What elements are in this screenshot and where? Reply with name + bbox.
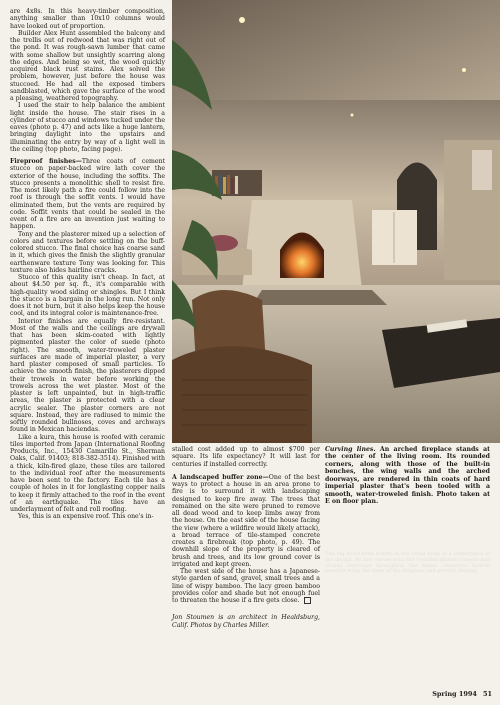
photo-caption xyxy=(325,446,490,506)
paragraph-text: Three coats of cement stucco on paper-backed wire lath cover the exterior of the house, including the soffits. The stucco presents a monolithic shell to resist fire. The most likely path a fire could follow into the roof is through the soffit vents. I would have eliminated them, but the vents are required by code. Soffit vents that could be sealed in the event of a fire are an invention just waiting to happen. xyxy=(10,158,165,231)
section-heading-buffer: A landscaped buffer zone— xyxy=(172,473,269,481)
bleed-through-text: The big wood-fired hearth in the living room is a centerpiece of the design. Its low curves echo the rounded plaster corners and arched doorways throughout the house. Generous built-in benches wrap the sides of the fireplace and provide seating. xyxy=(325,551,490,575)
paragraph: I used the stair to help balance the ambient light inside the house. The stair rises in a cylinder of stucco and windows tucked under the eaves (photo p. 47) and acts like a huge lantern, bringing daylight into the upstairs and illuminating the entry by way of a light well in the ceiling (top photo, facing page). xyxy=(10,102,165,153)
paragraph-text: The west side of the house has a Japanese-style garden of sand, gravel, small trees and a line of wispy bamboo. The lacy green bamboo provides color and shade but not enough fuel to threaten the house if a fire gets close. xyxy=(172,568,320,604)
photo-illustration xyxy=(172,0,500,443)
caption-lead: Curving lines. xyxy=(325,446,376,453)
paragraph: stalled cost added up to almost $700 per square. Its life expectancy? It will last for centuries if installed correctly. xyxy=(172,446,320,468)
paragraph: Like a kura, this house is roofed with ceramic tiles imported from Japan (International Roofing Products, Inc., 15430 Camarillo St., Sherman Oaks, Calif. 91403; 818-382-3514). Finished with a thick, kiln-fired glaze, these tiles are tailored to the individual roof after the measurements have been sent to the factory. Each tile has a couple of holes in it for longlasting copper nails to keep it firmly attached to the roof in the event of an earthquake. The tiles have an underlayment of felt and roll roofing. xyxy=(10,433,165,513)
paragraph-text: One of the best ways to protect a house in an area prone to fire is to surround it with landscaping designed to keep fire away. The trees that remained on the site were pruned to remove all dead wood and to keep limbs away from the house. On the east side of the house facing the view (where a wildfire would likely attack), a broad terrace of tile-stamped concrete creates a firebreak (top photo, p. 49). The downhill slope of the property is cleared of brush and trees, and its low ground cover is irrigated and kept green. xyxy=(172,473,320,568)
paragraph: Tony and the plasterer mixed up a selection of colors and textures before settling on the buff-colored stucco. The final choice has coarse sand in it, which gives the finish the slightly granular earthenware texture Tony was looking for. This texture also hides hairline cracks. xyxy=(10,230,165,274)
paragraph: Interior finishes are equally fire-resistant. Most of the walls and the ceilings are drywall that has been skim-coated with lightly pigmented plaster the color of suede (photo right). The smooth, water-troweled plaster surfaces are made of imperial plaster, a very hard plaster composed of small particles. To achieve the smooth finish, the plasterers dipped their trowels in water before working the trowels across the wet plaster. Most of the plaster is left unpainted, but in high-traffic areas, the plaster is protected with a clear acrylic sealer. The plaster corners are not square. Instead, they are radiused to mimic the softly rounded bullnoses, coves and archways found in Mexican haciendas. xyxy=(10,317,165,434)
paragraph: Stucco of this quality isn't cheap. In fact, at about $4.50 per sq. ft., it's comparable with high-quality wood siding or shingles. But I think the stucco is a bargain in the long run. Not only does it not burn, but it also helps keep the house cool, and its integral color is maintenance-free. xyxy=(10,274,165,318)
article-column-left xyxy=(10,8,165,698)
issue-label: Spring 1994 xyxy=(432,690,477,698)
living-room-photo xyxy=(172,0,500,443)
author-credit: Jon Stoumen is an architect in Healdsburg, Calif. Photos by Charles Miller. xyxy=(172,614,320,629)
section-heading-fireproof: Fireproof finishes— xyxy=(10,158,82,165)
paragraph: Yes, this is an expensive roof. This one's in- xyxy=(18,513,154,521)
ceiling-light-icon xyxy=(239,17,245,23)
end-mark-icon xyxy=(304,597,311,604)
paragraph: Builder Alex Hunt assembled the balcony and the trellis out of redwood that was right out of the pond. It was rough-sawn lumber that came with some shallow but unsightly scarring along the edges. And being so wet, the wood quickly acquired black rust stains. Alex solved the problem, however, just before the house was stuccoed. He had all the exposed timbers sandblasted, which gave the surface of the wood a pleasing, weathered topography. xyxy=(10,29,165,102)
page-number: 51 xyxy=(482,690,492,698)
caption-text: An arched fireplace stands at the center of the living room. Its rounded corners, along with those of the built-in benches, the wing walls and the arched doorways, are rendered in thin coats of hard imperial plaster that's been tooled with a smooth, water-troweled finish. Photo taken at E on floor plan. xyxy=(325,446,490,506)
hearth xyxy=(252,290,387,305)
paragraph xyxy=(172,568,320,604)
window xyxy=(472,150,492,190)
paragraph: are 4x8s. In this heavy-timber composition, anything smaller than 10x10 columns would have looked out of proportion. xyxy=(10,8,165,30)
page-footer xyxy=(400,690,492,698)
article-column-middle xyxy=(172,446,320,676)
